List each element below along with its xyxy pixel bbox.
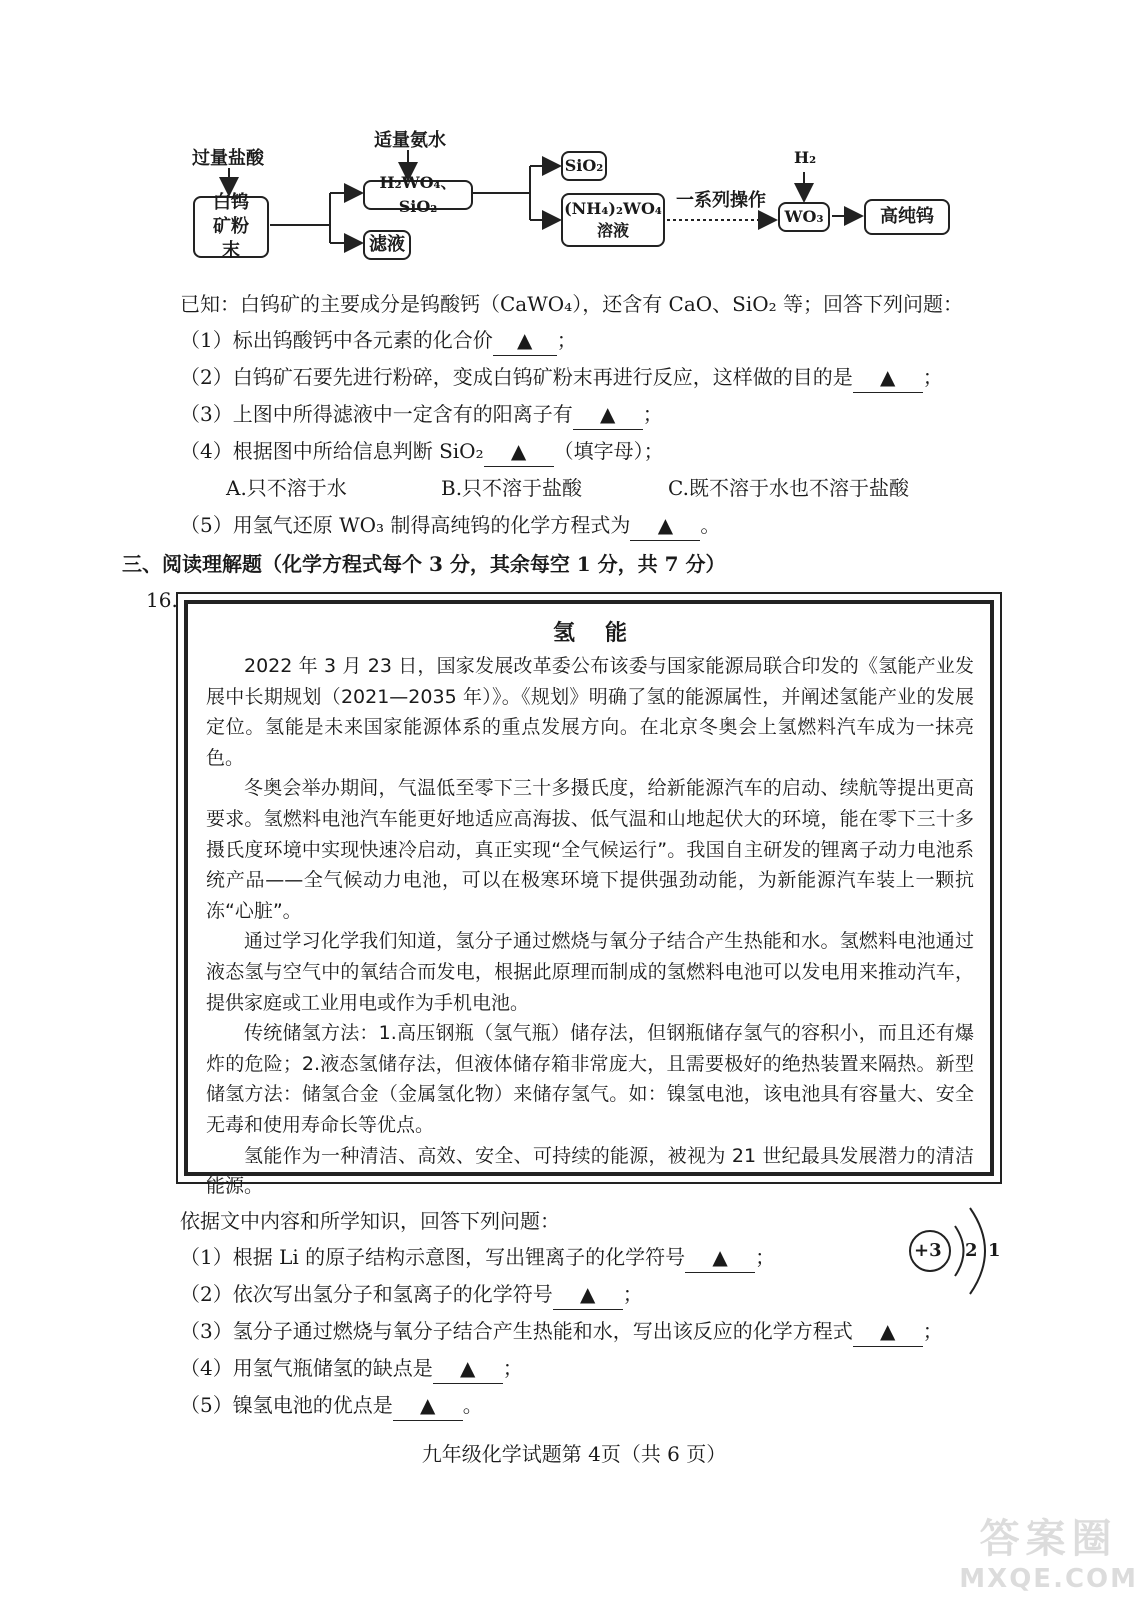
box-pure-tungsten [864, 199, 950, 235]
q16-4 [180, 1353, 523, 1384]
option-b: B.只不溶于盐酸 [441, 476, 583, 500]
q15-4-text: （4）根据图中所给信息判断 SiO₂ [180, 439, 484, 463]
label-ammonia: 适量氨水 [374, 130, 446, 151]
q16-1 [180, 1242, 775, 1273]
q15-3 [180, 399, 663, 430]
q16-4-end: ； [502, 1356, 523, 1380]
section-heading: 三、阅读理解题（化学方程式每个 3 分，其余每空 1 分，共 7 分） [122, 552, 726, 576]
q16-3-end: ； [922, 1319, 943, 1343]
box-ammonium-tungstate [561, 193, 665, 247]
q15-4 [180, 436, 664, 467]
q15-5-text: （5）用氢气还原 WO₃ 制得高纯钨的化学方程式为 [180, 513, 631, 537]
answer-blank[interactable]: ▲ [493, 325, 557, 356]
box-ammonium-tungstate-line1: (NH₄)₂WO₄ [564, 199, 662, 218]
q15-5 [180, 510, 720, 541]
q15-4-options [226, 473, 909, 503]
answer-blank[interactable]: ▲ [853, 362, 923, 393]
article-paragraph: 传统储氢方法：1.高压钢瓶（氢气瓶）储存法，但钢瓶储存氢气的容积小，而且还有爆炸的危险；2.液态氢储存法，但液体储存箱非常庞大，且需要极好的绝热装置来隔热。新型储氢方法：储氢合金（金属氢化物）来储存氢气。如：镍氢电池，该电池具有容量大、安全无毒和使用寿命长等优点。 [206, 1022, 974, 1136]
article-paragraph: 氢能作为一种清洁、高效、安全、可持续的能源，被视为 21 世纪最具发展潜力的清洁能源。 [206, 1144, 974, 1198]
q15-3-text: （3）上图中所得滤液中一定含有的阳离子有 [180, 402, 573, 426]
question-number: 16. [146, 588, 178, 612]
box-sio2 [561, 151, 607, 181]
box-pure-tungsten-text: 高纯钨 [880, 206, 934, 227]
q16-5 [180, 1390, 483, 1421]
option-c: C.既不溶于水也不溶于盐酸 [668, 476, 909, 500]
box-wo3 [778, 202, 830, 232]
q15-2-end: ； [922, 365, 943, 389]
answer-blank[interactable]: ▲ [573, 399, 643, 430]
q15-1 [180, 325, 577, 356]
article-paragraph: 冬奥会举办期间，气温低至零下三十多摄氏度，给新能源汽车的启动、续航等提出更高要求。氢燃料电池汽车能更好地适应高海拔、低气温和山地起伏大的环境，能在零下三十多摄氏度环境中实现快速冷启动，真正实现“全气候运行”。我国自主研发的锂离子动力电池系统产品——全气候动力电池，可以在极寒环境下提供强劲动能，为新能源汽车装上一颗抗冻“心脏”。 [206, 777, 974, 922]
article-inner [184, 600, 994, 1198]
q15-5-end: 。 [700, 513, 721, 537]
option-a: A.只不溶于水 [226, 476, 347, 500]
q15-1-text: （1）标出钨酸钙中各元素的化合价 [180, 328, 493, 352]
article-paragraph: 通过学习化学我们知道，氢分子通过燃烧与氧分子结合产生热能和水。氢燃料电池通过液态氢与空气中的氧结合而发电，根据此原理而制成的氢燃料电池可以发电用来推动汽车，提供家庭或工业用电或作为手机电池。 [206, 930, 974, 1014]
box-ammonium-tungstate-line2: 溶液 [596, 221, 629, 240]
label-series-ops: 一系列操作 [676, 190, 766, 211]
q15-4-suffix: （填字母）； [553, 439, 664, 463]
q15-1-end: ； [556, 328, 577, 352]
answer-blank[interactable]: ▲ [630, 510, 700, 541]
atom-shell-1: 2 [965, 1240, 978, 1261]
box-precipitate-text: H₂WO₄、SiO₂ [379, 173, 457, 216]
page-footer: 九年级化学试题第 4页（共 6 页） [421, 1442, 727, 1466]
answer-blank[interactable]: ▲ [853, 1316, 923, 1347]
answer-blank[interactable]: ▲ [685, 1242, 755, 1273]
box-wo3-text: WO₃ [784, 207, 824, 226]
q16-1-end: ； [755, 1245, 776, 1269]
answer-blank[interactable]: ▲ [484, 436, 554, 467]
article-paragraph: 2022 年 3 月 23 日，国家发展改革委公布该委与国家能源局联合印发的《氢能产业发展中长期规划（2021—2035 年）》。《规划》明确了氢的能源属性，并阐述氢能产业的发展定位。氢能是未来国家能源体系的重点发展方向。在北京冬奥会上氢燃料汽车成为一抹亮色。 [206, 655, 974, 769]
atom-nucleus: +3 [914, 1240, 942, 1261]
q16-2 [180, 1279, 643, 1310]
label-excess-hcl: 过量盐酸 [192, 148, 264, 169]
q16-5-end: 。 [462, 1393, 483, 1417]
watermark-text: MXQE.COM [959, 1564, 1138, 1594]
box-filtrate-text: 滤液 [369, 234, 405, 255]
atom-shell-2: 1 [988, 1240, 1001, 1261]
q16-2-end: ； [622, 1282, 643, 1306]
q16-intro: 依据文中内容和所学知识，回答下列问题： [180, 1209, 560, 1233]
box-precipitate [363, 173, 473, 216]
q16-5-text: （5）镍氢电池的优点是 [180, 1393, 393, 1417]
answer-blank[interactable]: ▲ [393, 1390, 463, 1421]
q16-2-text: （2）依次写出氢分子和氢离子的化学符号 [180, 1282, 553, 1306]
q15-2 [180, 362, 943, 393]
box-ore-powder [193, 192, 269, 261]
article-box [176, 592, 1002, 1198]
watermark-logo: 答案圈 MXQE.COM [959, 1516, 1138, 1594]
article-title: 氢能 [552, 620, 657, 646]
box-ore-powder-text: 白钨矿粉末 [213, 192, 249, 261]
q16-3 [180, 1316, 943, 1347]
box-filtrate [363, 230, 411, 260]
answer-blank[interactable]: ▲ [553, 1279, 623, 1310]
label-h2: H₂ [794, 148, 817, 167]
q16-4-text: （4）用氢气瓶储氢的缺点是 [180, 1356, 433, 1380]
answer-blank[interactable]: ▲ [433, 1353, 503, 1384]
q15-2-text: （2）白钨矿石要先进行粉碎，变成白钨矿粉末再进行反应，这样做的目的是 [180, 365, 853, 389]
box-sio2-text: SiO₂ [564, 156, 604, 175]
q16-3-text: （3）氢分子通过燃烧与氧分子结合产生热能和水，写出该反应的化学方程式 [180, 1319, 853, 1343]
q15-3-end: ； [642, 402, 663, 426]
q15-known: 已知：白钨矿的主要成分是钨酸钙（CaWO₄），还含有 CaO、SiO₂ 等；回答下列问题： [180, 292, 964, 316]
q16-1-text: （1）根据 Li 的原子结构示意图，写出锂离子的化学符号 [180, 1245, 686, 1269]
li-atom-diagram [900, 1196, 1010, 1306]
